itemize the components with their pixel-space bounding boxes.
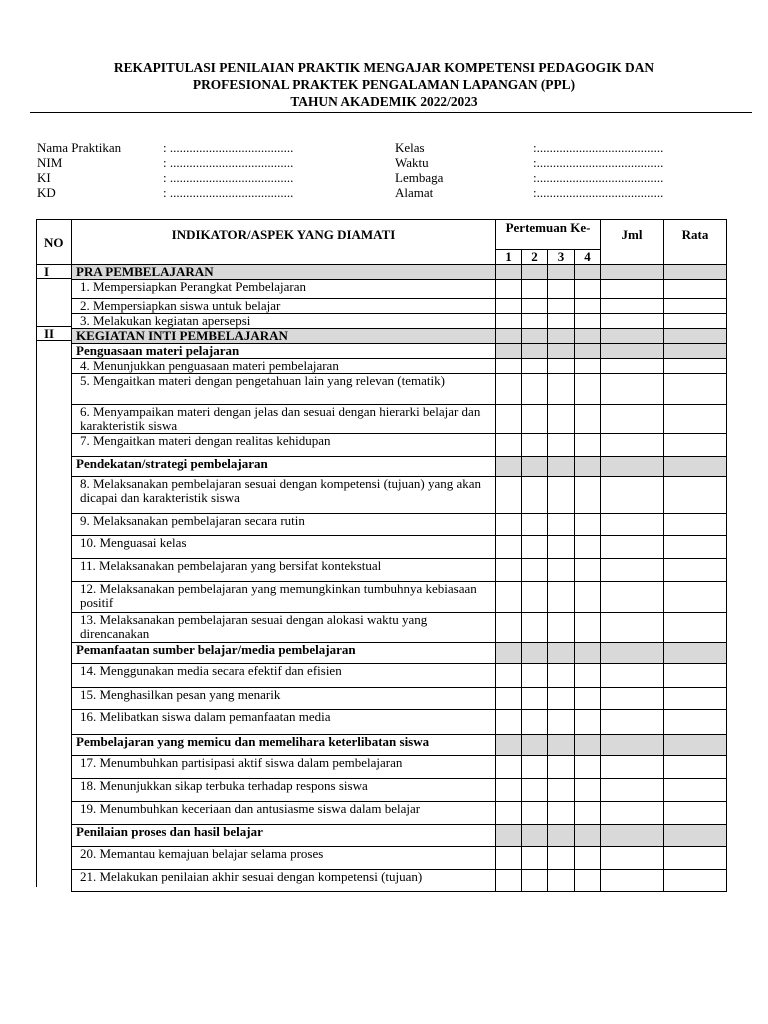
- info-value[interactable]: :.......................................: [533, 140, 664, 155]
- score-cell-m2[interactable]: [522, 779, 548, 802]
- score-cell-m1[interactable]: [496, 559, 522, 582]
- table-row: [72, 514, 727, 536]
- score-cell-m4[interactable]: [575, 344, 601, 359]
- no-cell: [36, 472, 72, 509]
- score-cell-m3[interactable]: [548, 359, 575, 374]
- score-cell-m4[interactable]: [575, 314, 601, 329]
- jml-cell[interactable]: [601, 613, 664, 643]
- no-header-cell: [36, 219, 72, 265]
- table-row: [72, 870, 727, 892]
- subsection-title: Penilaian proses dan hasil belajar: [72, 825, 496, 847]
- info-row-waktu: [395, 155, 735, 170]
- subsection-row: [72, 825, 727, 847]
- table-body: [72, 265, 727, 892]
- jml-header: Jml: [601, 220, 664, 265]
- score-cell-m1[interactable]: [496, 664, 522, 688]
- no-cell: [36, 842, 72, 865]
- score-cell-m4[interactable]: [575, 405, 601, 434]
- indicator-cell: 16. Melibatkan siswa dalam pemanfaatan media: [72, 710, 496, 735]
- table-row: [72, 359, 727, 374]
- no-cell: [36, 356, 72, 370]
- score-cell-m3[interactable]: [548, 735, 575, 756]
- no-cell: [36, 554, 72, 577]
- score-cell-m2[interactable]: [522, 280, 548, 299]
- info-row-kelas: [395, 140, 735, 155]
- table-row: [72, 559, 727, 582]
- table-row: [72, 374, 727, 405]
- no-cell: [36, 326, 71, 341]
- jml-cell[interactable]: [601, 870, 664, 892]
- score-cell-m3[interactable]: [548, 265, 575, 280]
- score-cell-m3[interactable]: [548, 664, 575, 688]
- score-cell-m3[interactable]: [548, 514, 575, 536]
- indicator-cell: 8. Melaksanakan pembelajaran sesuai dengan kompetensi (tujuan) yang akan dicapai dan karakteristik siswa: [72, 477, 496, 514]
- title-divider: [30, 112, 752, 113]
- subsection-title: Pembelajaran yang memicu dan memelihara keterlibatan siswa: [72, 735, 496, 756]
- score-cell-m2[interactable]: [522, 536, 548, 559]
- info-label: Alamat: [395, 185, 434, 200]
- table-row: [72, 664, 727, 688]
- rata-cell[interactable]: [664, 559, 727, 582]
- jml-cell[interactable]: [601, 802, 664, 825]
- score-cell-m4[interactable]: [575, 374, 601, 405]
- rata-cell[interactable]: [664, 825, 727, 847]
- no-cell: [36, 705, 72, 730]
- score-cell-m4[interactable]: [575, 457, 601, 477]
- score-cell-m3[interactable]: [548, 710, 575, 735]
- score-cell-m2[interactable]: [522, 374, 548, 405]
- jml-cell[interactable]: [601, 329, 664, 344]
- indicator-cell: 5. Mengaitkan materi dengan pengetahuan lain yang relevan (tematik): [72, 374, 496, 405]
- rata-cell[interactable]: [664, 664, 727, 688]
- subsection-title: Pendekatan/strategi pembelajaran: [72, 457, 496, 477]
- score-cell-m3[interactable]: [548, 582, 575, 613]
- title-line-1: REKAPITULASI PENILAIAN PRAKTIK MENGAJAR KOMPETENSI PEDAGOGIK DAN: [113, 60, 655, 75]
- section-row: [72, 329, 727, 344]
- jml-cell[interactable]: [601, 643, 664, 664]
- rata-cell[interactable]: [664, 359, 727, 374]
- indicator-cell: 9. Melaksanakan pembelajaran secara rutin: [72, 514, 496, 536]
- jml-cell[interactable]: [601, 477, 664, 514]
- no-cell: [36, 638, 72, 659]
- score-cell-m4[interactable]: [575, 664, 601, 688]
- jml-cell[interactable]: [601, 582, 664, 613]
- indicator-cell: 1. Mempersiapkan Perangkat Pembelajaran: [72, 280, 496, 299]
- no-cell: [36, 683, 72, 705]
- score-cell-m1[interactable]: [496, 870, 522, 892]
- jml-cell[interactable]: [601, 847, 664, 870]
- rata-cell[interactable]: [664, 802, 727, 825]
- score-cell-m4[interactable]: [575, 559, 601, 582]
- info-label: Waktu: [395, 155, 429, 170]
- score-cell-m2[interactable]: [522, 802, 548, 825]
- rata-cell[interactable]: [664, 847, 727, 870]
- score-cell-m2[interactable]: [522, 613, 548, 643]
- jml-cell[interactable]: [601, 405, 664, 434]
- score-cell-m4[interactable]: [575, 299, 601, 314]
- score-cell-m1[interactable]: [496, 825, 522, 847]
- section-number: II: [44, 326, 55, 341]
- score-cell-m1[interactable]: [496, 514, 522, 536]
- no-cell: [36, 659, 72, 683]
- subsection-title: Penguasaan materi pelajaran: [72, 344, 496, 359]
- jml-cell[interactable]: [601, 265, 664, 280]
- subsection-title: Pemanfaatan sumber belajar/media pembelajaran: [72, 643, 496, 664]
- rata-cell[interactable]: [664, 514, 727, 536]
- info-label: NIM: [37, 155, 63, 170]
- no-cell: [36, 279, 72, 298]
- score-cell-m1[interactable]: [496, 280, 522, 299]
- info-value[interactable]: :.......................................: [533, 185, 664, 200]
- no-header-label: NO: [44, 235, 64, 250]
- section-row: [72, 265, 727, 280]
- jml-cell[interactable]: [601, 536, 664, 559]
- score-cell-m4[interactable]: [575, 802, 601, 825]
- indicator-header: INDIKATOR/ASPEK YANG DIAMATI: [72, 220, 496, 265]
- jml-cell[interactable]: [601, 735, 664, 756]
- subsection-row: [72, 643, 727, 664]
- subsection-row: [72, 457, 727, 477]
- table-row: [72, 847, 727, 870]
- score-cell-m1[interactable]: [496, 359, 522, 374]
- jml-cell[interactable]: [601, 457, 664, 477]
- jml-cell[interactable]: [601, 756, 664, 779]
- info-row-kd: [37, 185, 367, 200]
- indicator-cell: 2. Mempersiapkan siswa untuk belajar: [72, 299, 496, 314]
- table-row: [72, 688, 727, 710]
- info-value[interactable]: : ......................................: [163, 155, 294, 170]
- score-cell-m1[interactable]: [496, 643, 522, 664]
- no-cell: [36, 264, 71, 279]
- table-row: [72, 710, 727, 735]
- info-label: Kelas: [395, 140, 425, 155]
- jml-cell[interactable]: [601, 344, 664, 359]
- indicator-cell: 13. Melaksanakan pembelajaran sesuai dengan alokasi waktu yang direncanakan: [72, 613, 496, 643]
- no-cell: [36, 751, 72, 774]
- score-cell-m2[interactable]: [522, 329, 548, 344]
- score-cell-m2[interactable]: [522, 756, 548, 779]
- score-cell-m2[interactable]: [522, 870, 548, 892]
- score-cell-m2[interactable]: [522, 688, 548, 710]
- indicator-cell: 21. Melakukan penilaian akhir sesuai dengan kompetensi (tujuan): [72, 870, 496, 892]
- score-cell-m3[interactable]: [548, 756, 575, 779]
- info-value[interactable]: : ......................................: [163, 170, 294, 185]
- score-cell-m3[interactable]: [548, 870, 575, 892]
- score-cell-m4[interactable]: [575, 779, 601, 802]
- rata-cell[interactable]: [664, 457, 727, 477]
- score-cell-m1[interactable]: [496, 457, 522, 477]
- info-value[interactable]: : ......................................: [163, 185, 294, 200]
- rata-cell[interactable]: [664, 280, 727, 299]
- score-cell-m3[interactable]: [548, 314, 575, 329]
- score-cell-m4[interactable]: [575, 329, 601, 344]
- score-cell-m2[interactable]: [522, 299, 548, 314]
- rata-cell[interactable]: [664, 582, 727, 613]
- score-cell-m2[interactable]: [522, 434, 548, 457]
- score-cell-m1[interactable]: [496, 299, 522, 314]
- score-cell-m2[interactable]: [522, 825, 548, 847]
- info-value[interactable]: :.......................................: [533, 155, 664, 170]
- jml-cell[interactable]: [601, 688, 664, 710]
- jml-cell[interactable]: [601, 514, 664, 536]
- score-cell-m3[interactable]: [548, 344, 575, 359]
- rata-cell[interactable]: [664, 870, 727, 892]
- indicator-cell: 17. Menumbuhkan partisipasi aktif siswa dalam pembelajaran: [72, 756, 496, 779]
- info-label: Nama Praktikan: [37, 140, 122, 155]
- table-row: [72, 756, 727, 779]
- jml-cell[interactable]: [601, 710, 664, 735]
- document-title: [0, 59, 768, 110]
- score-cell-m1[interactable]: [496, 536, 522, 559]
- indicator-cell: 4. Menunjukkan penguasaan materi pembelajaran: [72, 359, 496, 374]
- table-row: [72, 613, 727, 643]
- score-cell-m4[interactable]: [575, 582, 601, 613]
- score-cell-m1[interactable]: [496, 613, 522, 643]
- score-cell-m3[interactable]: [548, 457, 575, 477]
- score-cell-m4[interactable]: [575, 477, 601, 514]
- indicator-cell: 7. Mengaitkan materi dengan realitas kehidupan: [72, 434, 496, 457]
- info-label: KI: [37, 170, 51, 185]
- score-cell-m3[interactable]: [548, 329, 575, 344]
- no-cell: [36, 820, 72, 842]
- score-cell-m3[interactable]: [548, 405, 575, 434]
- score-cell-m2[interactable]: [522, 477, 548, 514]
- score-cell-m4[interactable]: [575, 613, 601, 643]
- score-cell-m4[interactable]: [575, 847, 601, 870]
- no-cell: [36, 509, 72, 531]
- score-cell-m2[interactable]: [522, 735, 548, 756]
- jml-cell[interactable]: [601, 825, 664, 847]
- meeting-3-header: 3: [548, 250, 575, 265]
- score-cell-m4[interactable]: [575, 756, 601, 779]
- rata-cell[interactable]: [664, 405, 727, 434]
- score-cell-m1[interactable]: [496, 710, 522, 735]
- indicator-cell: 10. Menguasai kelas: [72, 536, 496, 559]
- score-cell-m4[interactable]: [575, 710, 601, 735]
- no-cell: [36, 429, 72, 452]
- score-cell-m4[interactable]: [575, 434, 601, 457]
- rata-cell[interactable]: [664, 477, 727, 514]
- score-cell-m3[interactable]: [548, 280, 575, 299]
- jml-cell[interactable]: [601, 434, 664, 457]
- jml-cell[interactable]: [601, 314, 664, 329]
- score-cell-m2[interactable]: [522, 457, 548, 477]
- score-cell-m3[interactable]: [548, 802, 575, 825]
- title-line-3: TAHUN AKADEMIK 2022/2023: [290, 94, 478, 109]
- score-cell-m3[interactable]: [548, 643, 575, 664]
- score-cell-m2[interactable]: [522, 710, 548, 735]
- table-row: [72, 280, 727, 299]
- score-cell-m2[interactable]: [522, 514, 548, 536]
- score-cell-m4[interactable]: [575, 280, 601, 299]
- score-cell-m1[interactable]: [496, 265, 522, 280]
- rata-cell[interactable]: [664, 735, 727, 756]
- no-cell: [36, 531, 72, 554]
- jml-cell[interactable]: [601, 280, 664, 299]
- indicator-cell: 19. Menumbuhkan keceriaan dan antusiasme siswa dalam belajar: [72, 802, 496, 825]
- no-cell: [36, 730, 72, 751]
- rata-cell[interactable]: [664, 329, 727, 344]
- rata-cell[interactable]: [664, 643, 727, 664]
- table-row: [72, 582, 727, 613]
- subsection-row: [72, 344, 727, 359]
- table-row: [72, 536, 727, 559]
- rata-cell[interactable]: [664, 756, 727, 779]
- score-cell-m4[interactable]: [575, 643, 601, 664]
- score-cell-m1[interactable]: [496, 779, 522, 802]
- no-cell: [36, 577, 72, 608]
- assessment-table: [71, 219, 727, 892]
- score-cell-m4[interactable]: [575, 265, 601, 280]
- score-cell-m3[interactable]: [548, 477, 575, 514]
- score-cell-m1[interactable]: [496, 735, 522, 756]
- info-row-ki: [37, 170, 367, 185]
- no-cell: [36, 298, 72, 312]
- no-cell: [36, 370, 72, 401]
- section-title: KEGIATAN INTI PEMBELAJARAN: [72, 329, 496, 344]
- score-cell-m4[interactable]: [575, 688, 601, 710]
- score-cell-m1[interactable]: [496, 344, 522, 359]
- score-cell-m4[interactable]: [575, 870, 601, 892]
- score-cell-m1[interactable]: [496, 756, 522, 779]
- rata-cell[interactable]: [664, 613, 727, 643]
- info-left: [37, 140, 367, 200]
- score-cell-m2[interactable]: [522, 582, 548, 613]
- score-cell-m2[interactable]: [522, 265, 548, 280]
- meeting-2-header: 2: [522, 250, 548, 265]
- score-cell-m3[interactable]: [548, 434, 575, 457]
- indicator-cell: 15. Menghasilkan pesan yang menarik: [72, 688, 496, 710]
- indicator-cell: 18. Menunjukkan sikap terbuka terhadap respons siswa: [72, 779, 496, 802]
- score-cell-m1[interactable]: [496, 314, 522, 329]
- no-cell: [36, 608, 72, 638]
- jml-cell[interactable]: [601, 559, 664, 582]
- jml-cell[interactable]: [601, 779, 664, 802]
- meeting-4-header: 4: [575, 250, 601, 265]
- info-row-alamat: [395, 185, 735, 200]
- indicator-cell: 3. Melakukan kegiatan apersepsi: [72, 314, 496, 329]
- score-cell-m1[interactable]: [496, 329, 522, 344]
- score-cell-m3[interactable]: [548, 847, 575, 870]
- info-value[interactable]: :.......................................: [533, 170, 664, 185]
- meeting-1-header: 1: [496, 250, 522, 265]
- score-cell-m3[interactable]: [548, 613, 575, 643]
- jml-cell[interactable]: [601, 664, 664, 688]
- score-cell-m1[interactable]: [496, 802, 522, 825]
- no-cell: [36, 797, 72, 820]
- score-cell-m3[interactable]: [548, 779, 575, 802]
- rata-header: Rata: [664, 220, 727, 265]
- section-title: PRA PEMBELAJARAN: [72, 265, 496, 280]
- score-cell-m1[interactable]: [496, 582, 522, 613]
- score-cell-m2[interactable]: [522, 344, 548, 359]
- rata-cell[interactable]: [664, 265, 727, 280]
- no-cell: [36, 401, 72, 429]
- rata-cell[interactable]: [664, 710, 727, 735]
- meeting-header: [496, 220, 601, 250]
- table-row: [72, 434, 727, 457]
- rata-cell[interactable]: [664, 536, 727, 559]
- score-cell-m3[interactable]: [548, 299, 575, 314]
- info-row-nama: [37, 140, 367, 155]
- score-cell-m1[interactable]: [496, 374, 522, 405]
- jml-cell[interactable]: [601, 359, 664, 374]
- no-cell: [36, 774, 72, 797]
- table-row: [72, 779, 727, 802]
- table-row: [72, 314, 727, 329]
- meeting-header-label: Pertemuan Ke-: [505, 220, 591, 235]
- info-right: [395, 140, 735, 200]
- score-cell-m4[interactable]: [575, 359, 601, 374]
- no-cell: [36, 452, 72, 472]
- score-cell-m1[interactable]: [496, 405, 522, 434]
- info-value[interactable]: : ......................................: [163, 140, 294, 155]
- rata-cell[interactable]: [664, 344, 727, 359]
- info-row-lembaga: [395, 170, 735, 185]
- score-cell-m3[interactable]: [548, 536, 575, 559]
- table-row: [72, 802, 727, 825]
- indicator-cell: 6. Menyampaikan materi dengan jelas dan sesuai dengan hierarki belajar dan karakteristik siswa: [72, 405, 496, 434]
- score-cell-m4[interactable]: [575, 735, 601, 756]
- indicator-cell: 20. Memantau kemajuan belajar selama proses: [72, 847, 496, 870]
- score-cell-m1[interactable]: [496, 434, 522, 457]
- score-cell-m1[interactable]: [496, 477, 522, 514]
- score-cell-m3[interactable]: [548, 825, 575, 847]
- info-label: Lembaga: [395, 170, 444, 185]
- no-cell: [36, 341, 72, 356]
- score-cell-m1[interactable]: [496, 847, 522, 870]
- rata-cell[interactable]: [664, 374, 727, 405]
- info-label: KD: [37, 185, 56, 200]
- score-cell-m2[interactable]: [522, 359, 548, 374]
- section-number: I: [44, 264, 50, 279]
- score-cell-m2[interactable]: [522, 314, 548, 329]
- title-line-2: PROFESIONAL PRAKTEK PENGALAMAN LAPANGAN (PPL): [192, 77, 576, 92]
- table-row: [72, 299, 727, 314]
- table-row: [72, 405, 727, 434]
- score-cell-m3[interactable]: [548, 559, 575, 582]
- rata-cell[interactable]: [664, 688, 727, 710]
- score-cell-m4[interactable]: [575, 825, 601, 847]
- indicator-cell: 11. Melaksanakan pembelajaran yang bersifat kontekstual: [72, 559, 496, 582]
- jml-cell[interactable]: [601, 299, 664, 314]
- score-cell-m3[interactable]: [548, 688, 575, 710]
- rata-cell[interactable]: [664, 299, 727, 314]
- rata-cell[interactable]: [664, 314, 727, 329]
- score-cell-m1[interactable]: [496, 688, 522, 710]
- score-cell-m2[interactable]: [522, 643, 548, 664]
- indicator-cell: 12. Melaksanakan pembelajaran yang memungkinkan tumbuhnya kebiasaan positif: [72, 582, 496, 613]
- rata-cell[interactable]: [664, 434, 727, 457]
- score-cell-m4[interactable]: [575, 536, 601, 559]
- no-cell: [36, 865, 72, 887]
- no-cell: [36, 312, 72, 326]
- table-row: [72, 477, 727, 514]
- jml-cell[interactable]: [601, 374, 664, 405]
- rata-cell[interactable]: [664, 779, 727, 802]
- score-cell-m2[interactable]: [522, 847, 548, 870]
- subsection-row: [72, 735, 727, 756]
- score-cell-m2[interactable]: [522, 405, 548, 434]
- score-cell-m3[interactable]: [548, 374, 575, 405]
- score-cell-m2[interactable]: [522, 559, 548, 582]
- score-cell-m4[interactable]: [575, 514, 601, 536]
- score-cell-m2[interactable]: [522, 664, 548, 688]
- info-row-nim: [37, 155, 367, 170]
- indicator-cell: 14. Menggunakan media secara efektif dan efisien: [72, 664, 496, 688]
